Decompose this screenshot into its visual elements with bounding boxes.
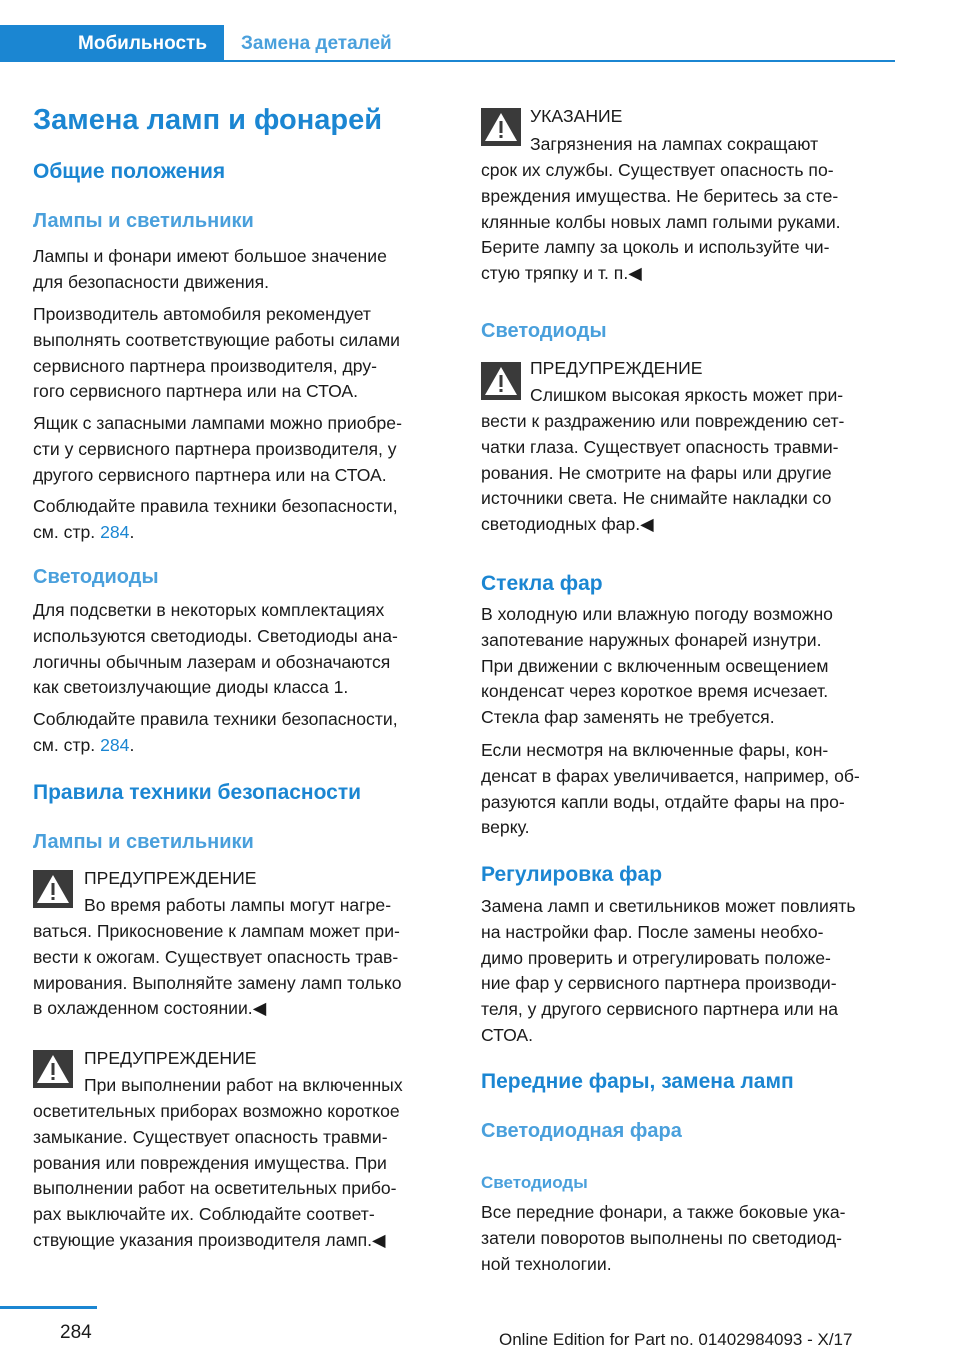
warning-icon (33, 1050, 73, 1088)
notice-icon (481, 108, 521, 146)
heading-leds: Светодиоды (33, 566, 159, 588)
tab-mobility[interactable]: Мобильность (0, 25, 224, 62)
page-title: Замена ламп и фонарей (33, 104, 383, 136)
paragraph-leds-2: Соблюдайте правила техники безопасности, см. стр. 284. (33, 709, 398, 755)
warning-text-first-line: Слишком высокая яркость может при‐ (530, 385, 844, 405)
page-link[interactable]: 284 (100, 734, 130, 755)
warning-title: ПРЕДУПРЕЖДЕНИЕ (84, 868, 257, 888)
warning-text-first-line: При выполнении работ на включенных (84, 1075, 403, 1095)
heading-led-headlight: Светодиодная фара (481, 1120, 682, 1142)
paragraph-glass-1: В холодную или влажную погоду возможно запотевание наружных фонарей изнутри. При движении с включенным освещением конденсат через короткое время исчезает. Стекла фар заменять не требуется. (481, 604, 833, 728)
heading-headlight-glass: Стекла фар (481, 572, 603, 595)
warning-text-first-line: Во время работы лампы могут нагре‐ (84, 895, 392, 915)
warning-icon (33, 870, 73, 908)
paragraph-lamps-3: Ящик с запасными лампами можно приобре‐ сти у сервисного партнера производителя, у другого сервисного партнера или на СТОА. (33, 413, 402, 485)
heading-lamps: Лампы и светильники (33, 210, 254, 232)
warning-icon (481, 362, 521, 400)
paragraph-lamps-2: Производитель автомобиля рекомендует выполнять соответствующие работы силами сервисного партнера производителя, дру‐ гого сервисного партнера или на СТОА. (33, 304, 401, 402)
notice-text: срок их службы. Существует опасность по‐ вреждения имущества. Не беритесь за сте‐ клянные колбы новых ламп голыми руками. Берите лампу за цоколь и используйте чи‐ стую тряпку и т. п.◀ (481, 160, 841, 284)
heading-led-sub: Светодиоды (481, 1173, 588, 1192)
paragraph-lamps-1: Лампы и фонари имеют большое значение для безопасности движения. (33, 246, 387, 292)
edition-note: Online Edition for Part no. 01402984093 - X/17 (499, 1330, 853, 1349)
notice-title: УКАЗАНИЕ (530, 106, 623, 126)
section-general: Общие положения (33, 160, 226, 183)
paragraph-adjust: Замена ламп и светильников может повлиять на настройки фар. После замены необхо‐ димо проверить и отрегулировать положе‐ ние фар у сервисного партнера производи‐ теля, у другого сервисного партнера или на СТОА. (481, 896, 856, 1045)
page-number: 284 (60, 1322, 92, 1343)
warning-text: осветительных приборах возможно короткое замыкание. Существует опасность травми‐ рования или повреждения имущества. При выполнении работ на осветительных прибо‐ рах выключайте их. Соблюдайте соответ‐ ствующие указания производителя ламп.◀ (33, 1101, 400, 1250)
warning-title: ПРЕДУПРЕЖДЕНИЕ (530, 358, 703, 378)
heading-headlight-adjust: Регулировка фар (481, 863, 663, 886)
tab-parts-replacement[interactable]: Замена деталей (241, 32, 392, 54)
section-safety: Правила техники безопасности (33, 781, 362, 804)
warning-text: ваться. Прикосновение к лампам может при‐ вести к ожогам. Существует опасность трав‐ мирования. Выполняйте замену ламп только в охлажденном состоянии.◀ (33, 921, 402, 1019)
notice-text-first-line: Загрязнения на лампах сокращают (530, 134, 819, 154)
heading-safety-lamps: Лампы и светильники (33, 831, 254, 853)
paragraph-led: Все передние фонари, а также боковые ука‐ затели поворотов выполнены по светодиод‐ ной технологии. (481, 1202, 846, 1274)
header-divider (0, 60, 895, 62)
paragraph-lamps-4: Соблюдайте правила техники безопасности, см. стр. 284. (33, 496, 398, 542)
warning-text: вести к раздражению или повреждению сет‐ чатки глаза. Существует опасность травми‐ рования. Не смотрите на фары или другие источники света. Не снимайте накладки со светодиодных фар.◀ (481, 411, 845, 535)
warning-title: ПРЕДУПРЕЖДЕНИЕ (84, 1048, 257, 1068)
section-headlights: Передние фары, замена ламп (481, 1070, 794, 1093)
paragraph-leds-1: Для подсветки в некоторых комплектациях используются светодиоды. Светодиоды ана‐ логичны обычным лазерам и обозначаются как светоизлучающие диоды класса 1. (33, 600, 398, 698)
footer-divider (0, 1306, 97, 1309)
paragraph-glass-2: Если несмотря на включенные фары, кон‐ денсат в фарах увеличивается, например, об‐ разуются капли воды, отдайте фары на про‐ верку. (481, 740, 860, 838)
page-link[interactable]: 284 (100, 521, 130, 542)
heading-leds-right: Светодиоды (481, 320, 607, 342)
